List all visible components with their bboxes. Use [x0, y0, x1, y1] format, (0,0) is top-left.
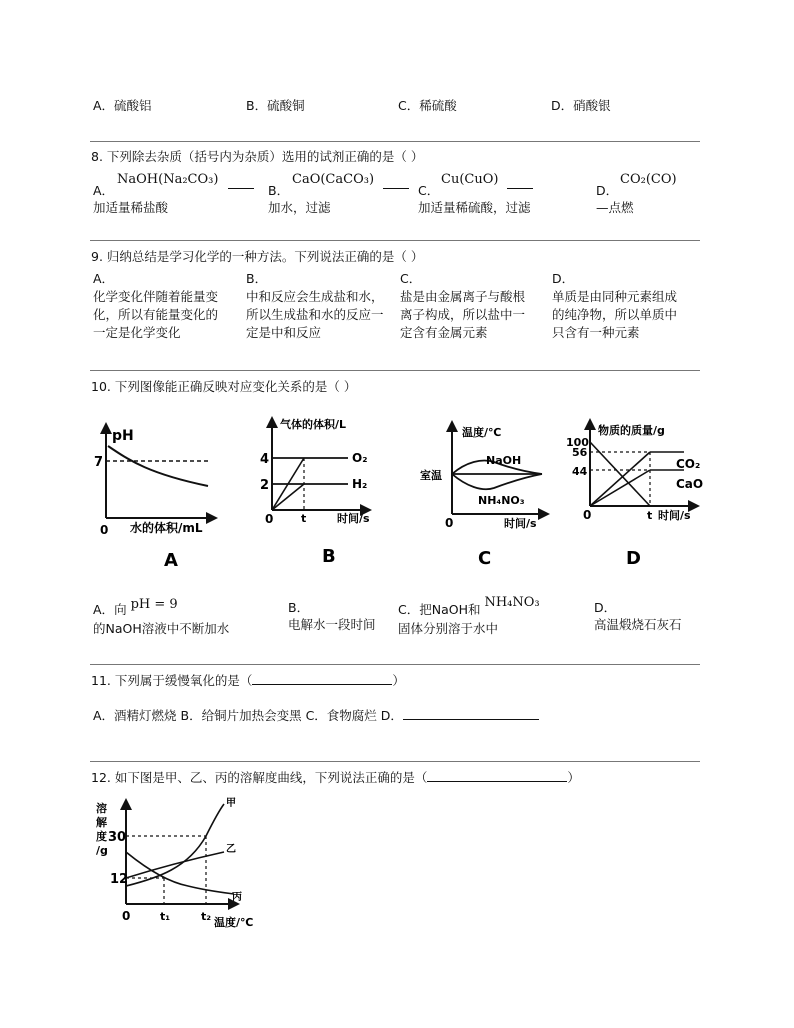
q9-option-d-line: 的纯净物，所以单质中	[552, 307, 678, 322]
svg-text:4: 4	[260, 452, 270, 467]
graph-a-caption: A	[164, 550, 178, 571]
graph-a-origin: 0	[100, 523, 109, 537]
svg-text:CO₂: CO₂	[676, 457, 701, 471]
q12-stem: 12. 如下图是甲、乙、丙的溶解度曲线，下列说法正确的是（ ）	[91, 770, 580, 785]
svg-text:度: 度	[96, 830, 107, 843]
q8-option-b-letter: B．	[268, 183, 290, 198]
q8-option-c-formula: Cu(CuO)	[441, 172, 499, 187]
q9-option-d-letter: D．	[552, 271, 575, 286]
q9-option-a-letter: A．	[93, 271, 115, 286]
q8-stem: 8. 下列除去杂质（括号内为杂质）选用的试剂正确的是（ ）	[91, 149, 424, 164]
svg-text:丙: 丙	[232, 892, 242, 903]
q9-option-a-line: 一定是化学变化	[93, 325, 181, 340]
graph-a-curve	[108, 446, 208, 486]
q11-option-d-blank[interactable]	[403, 707, 539, 720]
svg-text:甲: 甲	[226, 798, 236, 809]
svg-text:12: 12	[110, 872, 129, 887]
q10-option-d-letter: D．	[594, 600, 617, 615]
svg-text:t₁: t₁	[160, 910, 171, 923]
q9-option-c-line: 离子构成，所以盐中一	[400, 307, 526, 322]
q10-option-a-desc: 的NaOH溶液中不断加水	[93, 621, 230, 636]
q12-answer-blank[interactable]	[427, 769, 567, 782]
graph-c	[420, 422, 548, 569]
q10-option-c: C．把NaOH和 NH₄NO₃	[398, 595, 540, 617]
q9-option-d-line: 只含有一种元素	[552, 325, 640, 340]
svg-text:CaO: CaO	[676, 477, 704, 491]
q8-option-c-desc: 加适量稀硫酸，过滤	[418, 200, 531, 215]
graph-c-ylabel: 温度/℃	[462, 426, 502, 439]
graph-c-nh4no3-curve	[452, 474, 542, 489]
svg-text:/g: /g	[96, 844, 108, 857]
divider	[90, 370, 700, 371]
q7-option-c: C．稀硫酸	[398, 98, 457, 113]
svg-text:0: 0	[583, 508, 592, 522]
q8-option-d-desc: —点燃	[596, 200, 634, 215]
svg-text:温度/℃: 温度/℃	[214, 916, 254, 929]
q7-option-a: A．硫酸铝	[93, 98, 152, 113]
svg-text:NaOH: NaOH	[486, 454, 522, 467]
graph-b-caption: B	[322, 546, 336, 567]
q10-option-d-desc: 高温煅烧石灰石	[594, 617, 682, 632]
graph-b-ylabel: 气体的体积/L	[280, 418, 347, 431]
svg-text:溶: 溶	[96, 802, 107, 815]
graph-c-caption: C	[478, 548, 492, 569]
svg-text:NH₄NO₃: NH₄NO₃	[478, 494, 525, 507]
curve-yi	[126, 852, 224, 878]
q9-stem: 9. 归纳总结是学习化学的一种方法。下列说法正确的是（ ）	[91, 249, 424, 264]
graph-a-xlabel: 水的体积/mL	[130, 521, 203, 535]
graph-a-tick: 7	[94, 455, 104, 470]
q9-option-b-line: 所以生成盐和水的反应一	[246, 307, 384, 322]
svg-text:0: 0	[122, 909, 131, 923]
q11-answer-blank[interactable]	[252, 672, 392, 685]
svg-text:解: 解	[96, 816, 107, 829]
q8-option-d-letter: D．	[596, 183, 619, 198]
q10-option-b-letter: B．	[288, 600, 310, 615]
graph-d-ylabel: 物质的质量/g	[598, 424, 665, 437]
svg-text:室温: 室温	[420, 469, 442, 482]
svg-text:100: 100	[566, 436, 589, 449]
graph-d-co2-rise	[590, 452, 650, 506]
q8-option-a-letter: A．	[93, 183, 115, 198]
graph-d	[566, 420, 703, 569]
graph-b-h2-label: H₂	[352, 477, 368, 491]
q8-option-b-blank	[383, 174, 409, 189]
q10-option-a: A．向 pH = 9	[93, 597, 178, 617]
q7-option-b: B．硫酸铜	[246, 98, 305, 113]
graph-a-ylabel: pH	[112, 428, 134, 444]
q9-option-b-line: 定是中和反应	[246, 325, 322, 340]
q7-option-d: D．硝酸银	[551, 98, 611, 113]
svg-text:时间/s: 时间/s	[658, 509, 691, 522]
q8-option-b-desc: 加水，过滤	[268, 200, 331, 215]
q10-option-b-desc: 电解水一段时间	[288, 617, 376, 632]
svg-text:t₂: t₂	[201, 910, 212, 923]
q10-stem: 10. 下列图像能正确反映对应变化关系的是（ ）	[91, 379, 357, 394]
q8-option-a-desc: 加适量稀盐酸	[93, 200, 169, 215]
svg-text:30: 30	[108, 830, 127, 845]
svg-text:56: 56	[572, 446, 588, 459]
q10-option-c-desc: 固体分别溶于水中	[398, 621, 499, 636]
q9-option-a-line: 化学变化伴随着能量变	[93, 289, 219, 304]
q9-option-b-line: 中和反应会生成盐和水，	[246, 289, 384, 304]
q8-option-a-formula: NaOH(Na₂CO₃)	[117, 172, 219, 187]
q8-option-c-blank	[507, 174, 533, 189]
q8-option-c-letter: C．	[418, 183, 440, 198]
q10-graphs	[90, 406, 722, 574]
divider	[90, 664, 700, 665]
q9-option-a-line: 化，所以有能量变化的	[93, 307, 219, 322]
svg-text:乙: 乙	[226, 844, 236, 855]
q8-option-d-formula: CO₂(CO)	[620, 172, 677, 187]
svg-text:时间/s: 时间/s	[504, 517, 537, 530]
svg-text:2: 2	[260, 478, 270, 493]
q9-option-b-letter: B．	[246, 271, 268, 286]
svg-text:t: t	[647, 509, 653, 522]
q12-solubility-graph	[88, 796, 268, 936]
q9-option-c-line: 定含有金属元素	[400, 325, 488, 340]
q8-option-b-formula: CaO(CaCO₃)	[292, 172, 375, 187]
q11-options: A．酒精灯燃烧 B．给铜片加热会变黑 C．食物腐烂 D．	[93, 706, 539, 724]
q9-option-d-line: 单质是由同种元素组成	[552, 289, 678, 304]
divider	[90, 141, 700, 142]
q9-option-c-letter: C．	[400, 271, 422, 286]
svg-text:时间/s: 时间/s	[337, 512, 370, 525]
q8-option-a-blank	[228, 174, 254, 189]
graph-d-cao-rise	[590, 470, 650, 506]
graph-a	[94, 424, 216, 571]
svg-text:0: 0	[445, 516, 454, 530]
q11-stem: 11. 下列属于缓慢氧化的是（ ）	[91, 673, 405, 688]
svg-text:0: 0	[265, 512, 274, 526]
divider	[90, 240, 700, 241]
graph-d-caption: D	[626, 548, 641, 569]
graph-b	[260, 417, 370, 567]
q9-option-c-line: 盐是由金属离子与酸根	[400, 289, 526, 304]
graph-b-o2-label: O₂	[352, 451, 368, 465]
svg-text:t: t	[301, 512, 307, 525]
svg-text:44: 44	[572, 465, 588, 478]
divider	[90, 761, 700, 762]
